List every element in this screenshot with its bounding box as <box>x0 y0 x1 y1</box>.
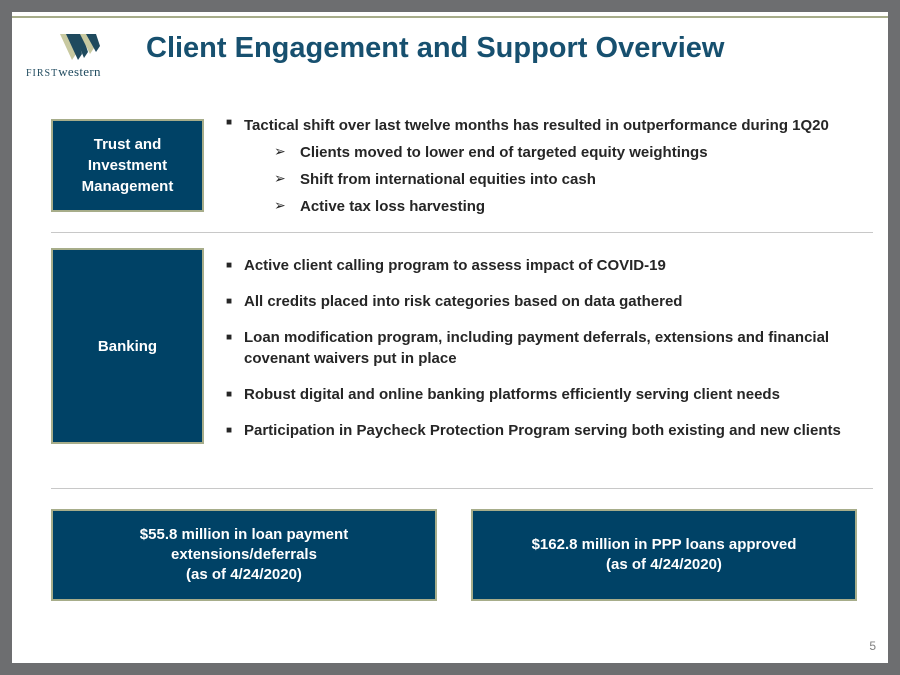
list-item: ■ Robust digital and online banking platforms efficiently serving client needs <box>226 386 780 403</box>
slide <box>12 12 888 663</box>
arrow-bullet-icon: ➢ <box>274 143 286 159</box>
section-divider <box>51 488 873 489</box>
stat-box-loan-deferrals <box>51 509 437 601</box>
square-bullet-icon: ■ <box>226 260 233 271</box>
stat-box-ppp-loans <box>471 509 857 601</box>
list-item: ■ Tactical shift over last twelve months has resulted in outperformance during 1Q20 <box>226 117 829 134</box>
list-item: ■ Loan modification program, including payment deferrals, extensions and financial covenant waivers put in place <box>226 329 830 367</box>
page-title: Client Engagement and Support Overview <box>146 32 725 64</box>
section-label-trust: Trust and Investment Management <box>51 119 204 212</box>
banking-bullet-list <box>226 255 866 456</box>
square-bullet-icon: ■ <box>226 425 233 436</box>
list-item: ■ All credits placed into risk categories based on data gathered <box>226 293 683 310</box>
trust-bullet-list <box>226 117 866 225</box>
square-bullet-icon: ■ <box>226 389 233 400</box>
logo-wordmark: FIRSTwestern <box>26 64 101 79</box>
list-item: ■ Participation in Paycheck Protection Program serving both existing and new clients <box>226 422 841 439</box>
stat-text: $162.8 million in PPP loans approved (as of 4/24/2020) <box>531 536 797 573</box>
square-bullet-icon: ■ <box>226 296 233 307</box>
arrow-bullet-icon: ➢ <box>274 197 286 213</box>
list-item: ➢ Active tax loss harvesting <box>274 197 486 215</box>
list-item: ➢ Shift from international equities into cash <box>274 170 596 188</box>
section-label-banking: Banking <box>51 248 204 444</box>
top-rule <box>12 16 888 18</box>
page-number: 5 <box>869 639 876 653</box>
arrow-bullet-icon: ➢ <box>274 170 286 186</box>
list-item: ➢ Clients moved to lower end of targeted equity weightings <box>274 143 708 161</box>
square-bullet-icon: ■ <box>226 117 233 128</box>
square-bullet-icon: ■ <box>226 332 233 343</box>
stat-text: $55.8 million in loan payment extensions/deferrals (as of 4/24/2020) <box>139 526 349 583</box>
list-item: ■ Active client calling program to assess impact of COVID-19 <box>226 257 666 274</box>
section-divider <box>51 232 873 233</box>
